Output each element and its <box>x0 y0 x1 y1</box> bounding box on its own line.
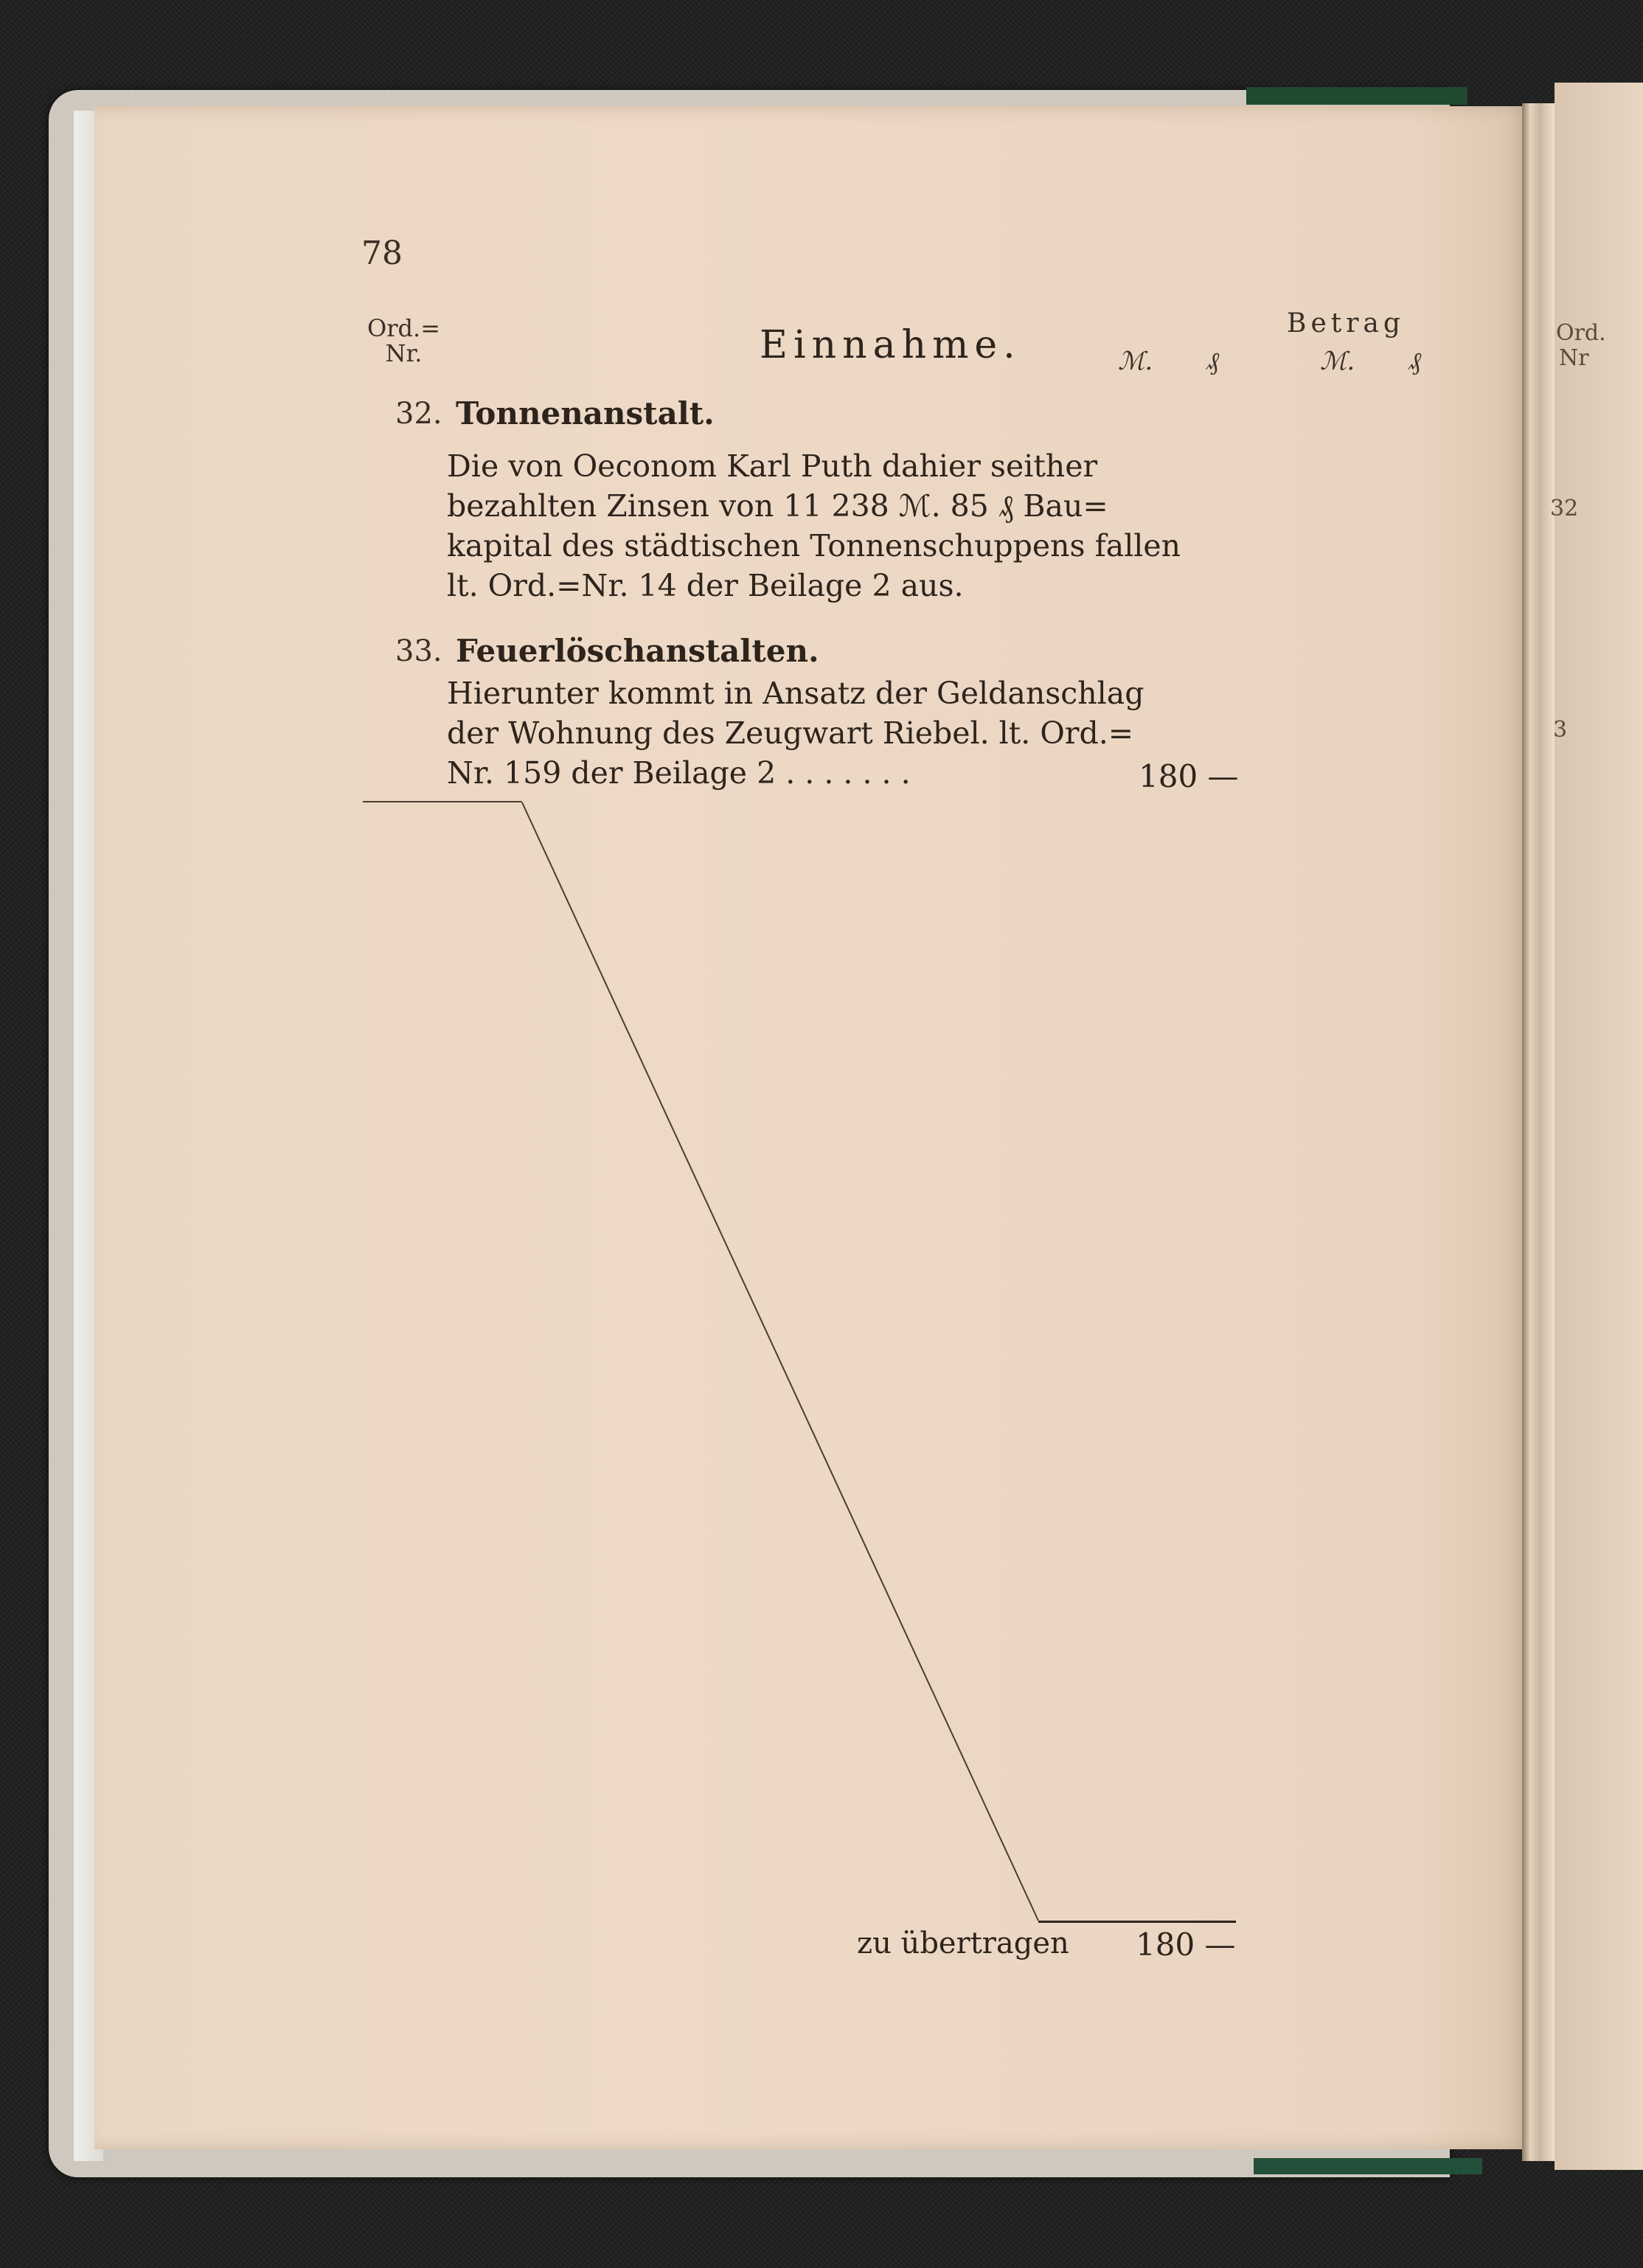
unit-mark-1: ℳ. <box>1118 347 1153 376</box>
next-page-ord: Ord. <box>1556 320 1606 346</box>
unit-pf-1: ₰ <box>1206 347 1219 376</box>
entry-text-line: Hierunter kommt in Ansatz der Geldanschlag <box>447 676 1144 711</box>
next-page-num-3: 3 <box>1553 717 1568 743</box>
carry-forward-amount: 180 — <box>1136 1927 1236 1963</box>
entry-number: 32. <box>395 397 442 431</box>
next-page-nr: Nr <box>1559 345 1589 371</box>
next-page-num-32: 32 <box>1550 496 1579 521</box>
entry-amount: 180 — <box>1139 758 1239 794</box>
unit-mark-2: ℳ. <box>1320 347 1355 376</box>
page-number: 78 <box>361 235 403 272</box>
unit-pf-2: ₰ <box>1408 347 1421 376</box>
entry-title: Feuerlöschanstalten. <box>456 633 819 669</box>
carry-forward-label: zu übertragen <box>857 1927 1069 1960</box>
total-rule <box>1038 1921 1236 1923</box>
entry-text-line: bezahlten Zinsen von 11 238 ℳ. 85 ₰ Bau= <box>447 488 1108 524</box>
entry-text-line: kapital des städtischen Tonnenschuppens fallen <box>447 528 1181 563</box>
entry-text-line: Die von Oeconom Karl Puth dahier seither <box>447 448 1098 484</box>
entry-text-line: der Wohnung des Zeugwart Riebel. lt. Ord.= <box>447 715 1134 751</box>
entry-title: Tonnenanstalt. <box>456 395 715 431</box>
entry-text-line: lt. Ord.=Nr. 14 der Beilage 2 aus. <box>447 568 964 603</box>
ord-label: Ord.= <box>367 314 440 342</box>
nr-label: Nr. <box>385 339 423 367</box>
page-title: Einnahme. <box>760 323 1021 367</box>
betrag-header: Betrag <box>1287 308 1405 339</box>
entry-number: 33. <box>395 634 442 668</box>
entry-text-line: Nr. 159 der Beilage 2 . . . . . . . <box>447 755 911 791</box>
